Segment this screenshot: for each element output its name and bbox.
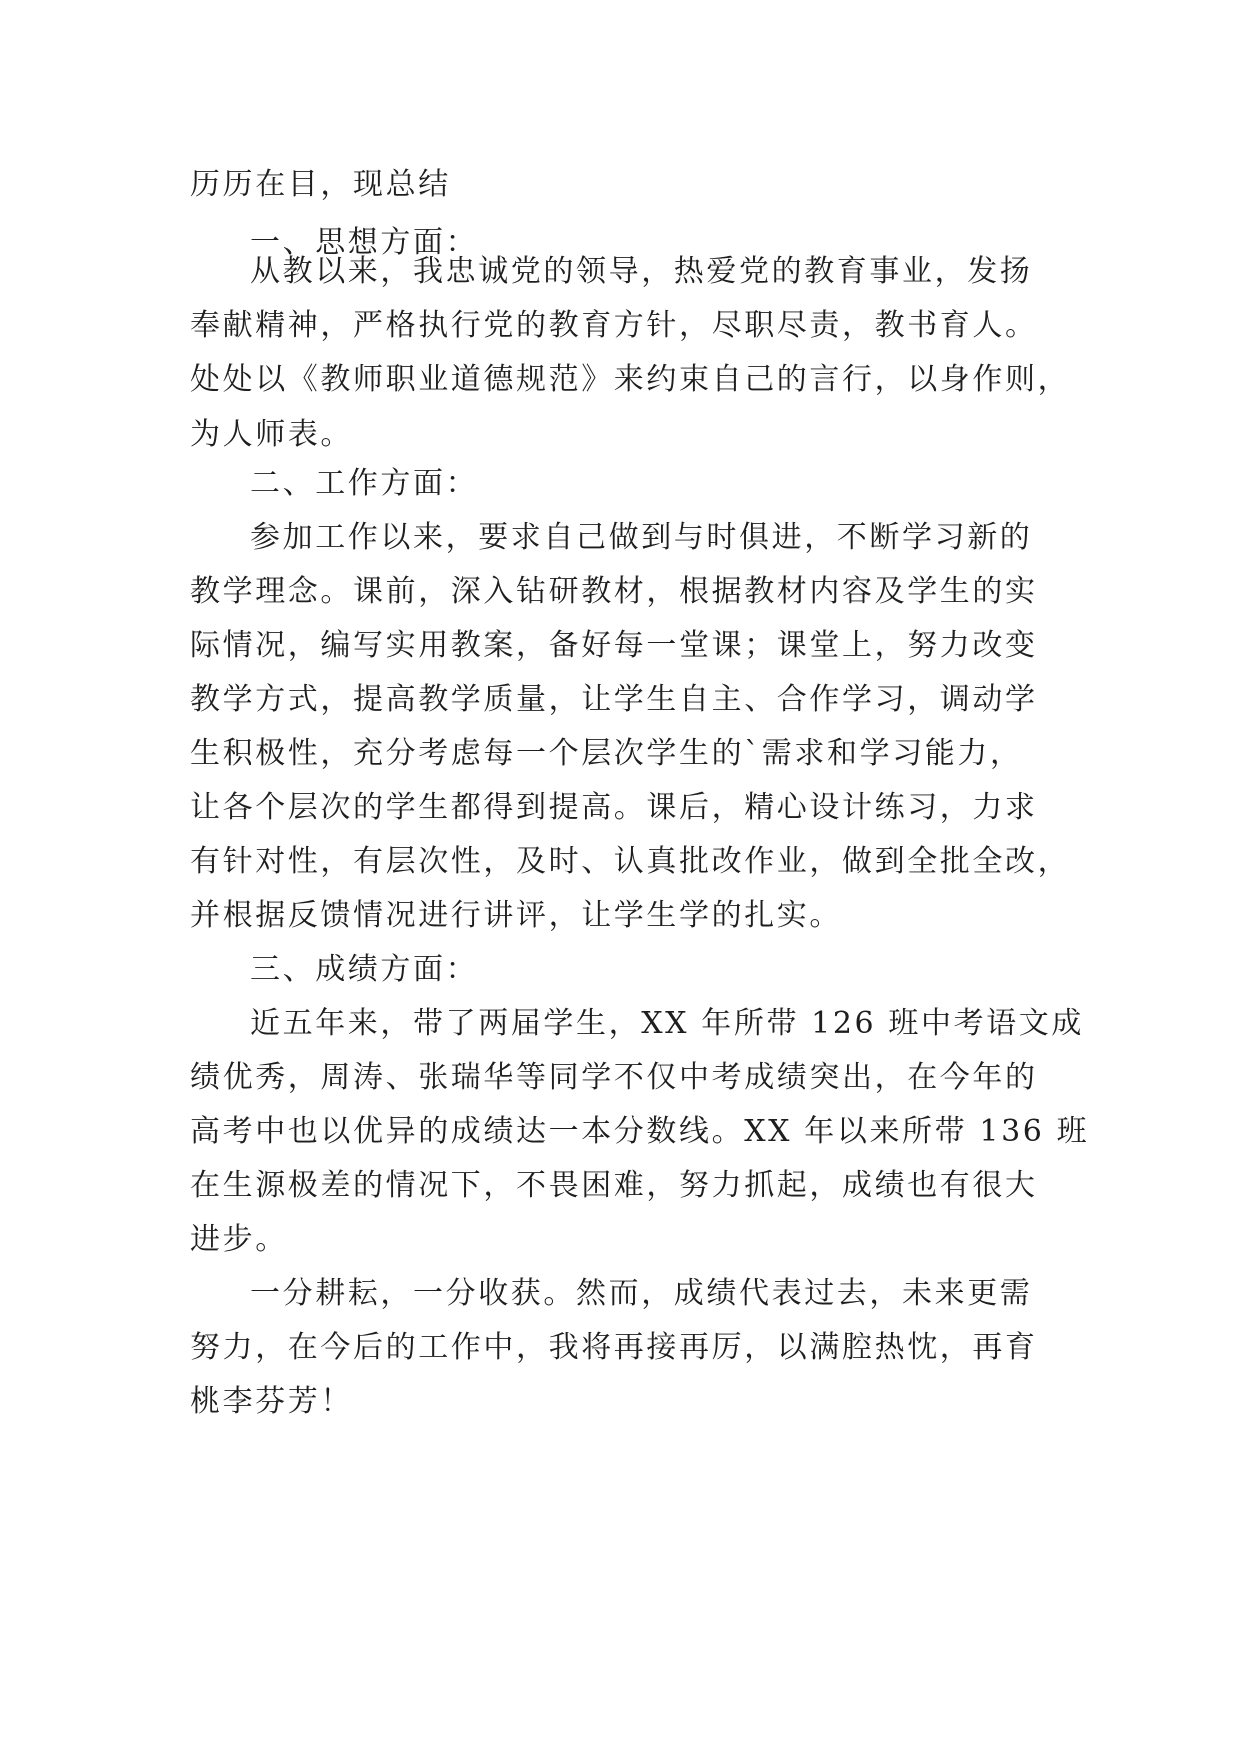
text-line: 教学理念。课前，深入钻研教材，根据教材内容及学生的实 [190, 574, 1038, 609]
text-line: 为人师表。 [190, 417, 353, 452]
text-line: 际情况，编写实用教案，备好每一堂课；课堂上，努力改变 [190, 628, 1038, 663]
section-heading-work: 二、工作方面： [250, 466, 479, 501]
text-line: 近五年来，带了两届学生，XX 年所带 126 班中考语文成 [250, 1006, 1084, 1041]
text-line: 历历在目，现总结 [190, 167, 451, 202]
text-line: 生积极性，充分考虑每一个层次学生的`需求和学习能力， [190, 736, 1023, 771]
text-line: 绩优秀，周涛、张瑞华等同学不仅中考成绩突出，在今年的 [190, 1060, 1038, 1095]
text-line: 一分耕耘，一分收获。然而，成绩代表过去，未来更需 [250, 1276, 1033, 1311]
text-line: 奉献精神，严格执行党的教育方针，尽职尽责，教书育人。 [190, 308, 1038, 343]
text-line: 参加工作以来，要求自己做到与时俱进，不断学习新的 [250, 520, 1033, 555]
text-line: 教学方式，提高教学质量，让学生自主、合作学习，调动学 [190, 682, 1038, 717]
text-line: 让各个层次的学生都得到提高。课后，精心设计练习，力求 [190, 790, 1038, 825]
text-line: 处处以《教师职业道德规范》来约束自己的言行，以身作则， [190, 362, 1071, 397]
text-line: 进步。 [190, 1222, 288, 1257]
text-line: 从教以来，我忠诚党的领导，热爱党的教育事业，发扬 [250, 254, 1033, 289]
text-line: 并根据反馈情况进行讲评，让学生学的扎实。 [190, 898, 842, 933]
text-line: 在生源极差的情况下，不畏困难，努力抓起，成绩也有很大 [190, 1168, 1038, 1203]
text-line: 桃李芬芳！ [190, 1384, 353, 1419]
section-heading-results: 三、成绩方面： [250, 952, 479, 987]
text-line: 有针对性，有层次性，及时、认真批改作业，做到全批全改， [190, 844, 1071, 879]
text-line: 努力，在今后的工作中，我将再接再厉，以满腔热忱，再育 [190, 1330, 1038, 1365]
text-line: 高考中也以优异的成绩达一本分数线。XX 年以来所带 136 班 [190, 1114, 1090, 1149]
section-heading-thought: 一、思想方面： [250, 225, 479, 260]
